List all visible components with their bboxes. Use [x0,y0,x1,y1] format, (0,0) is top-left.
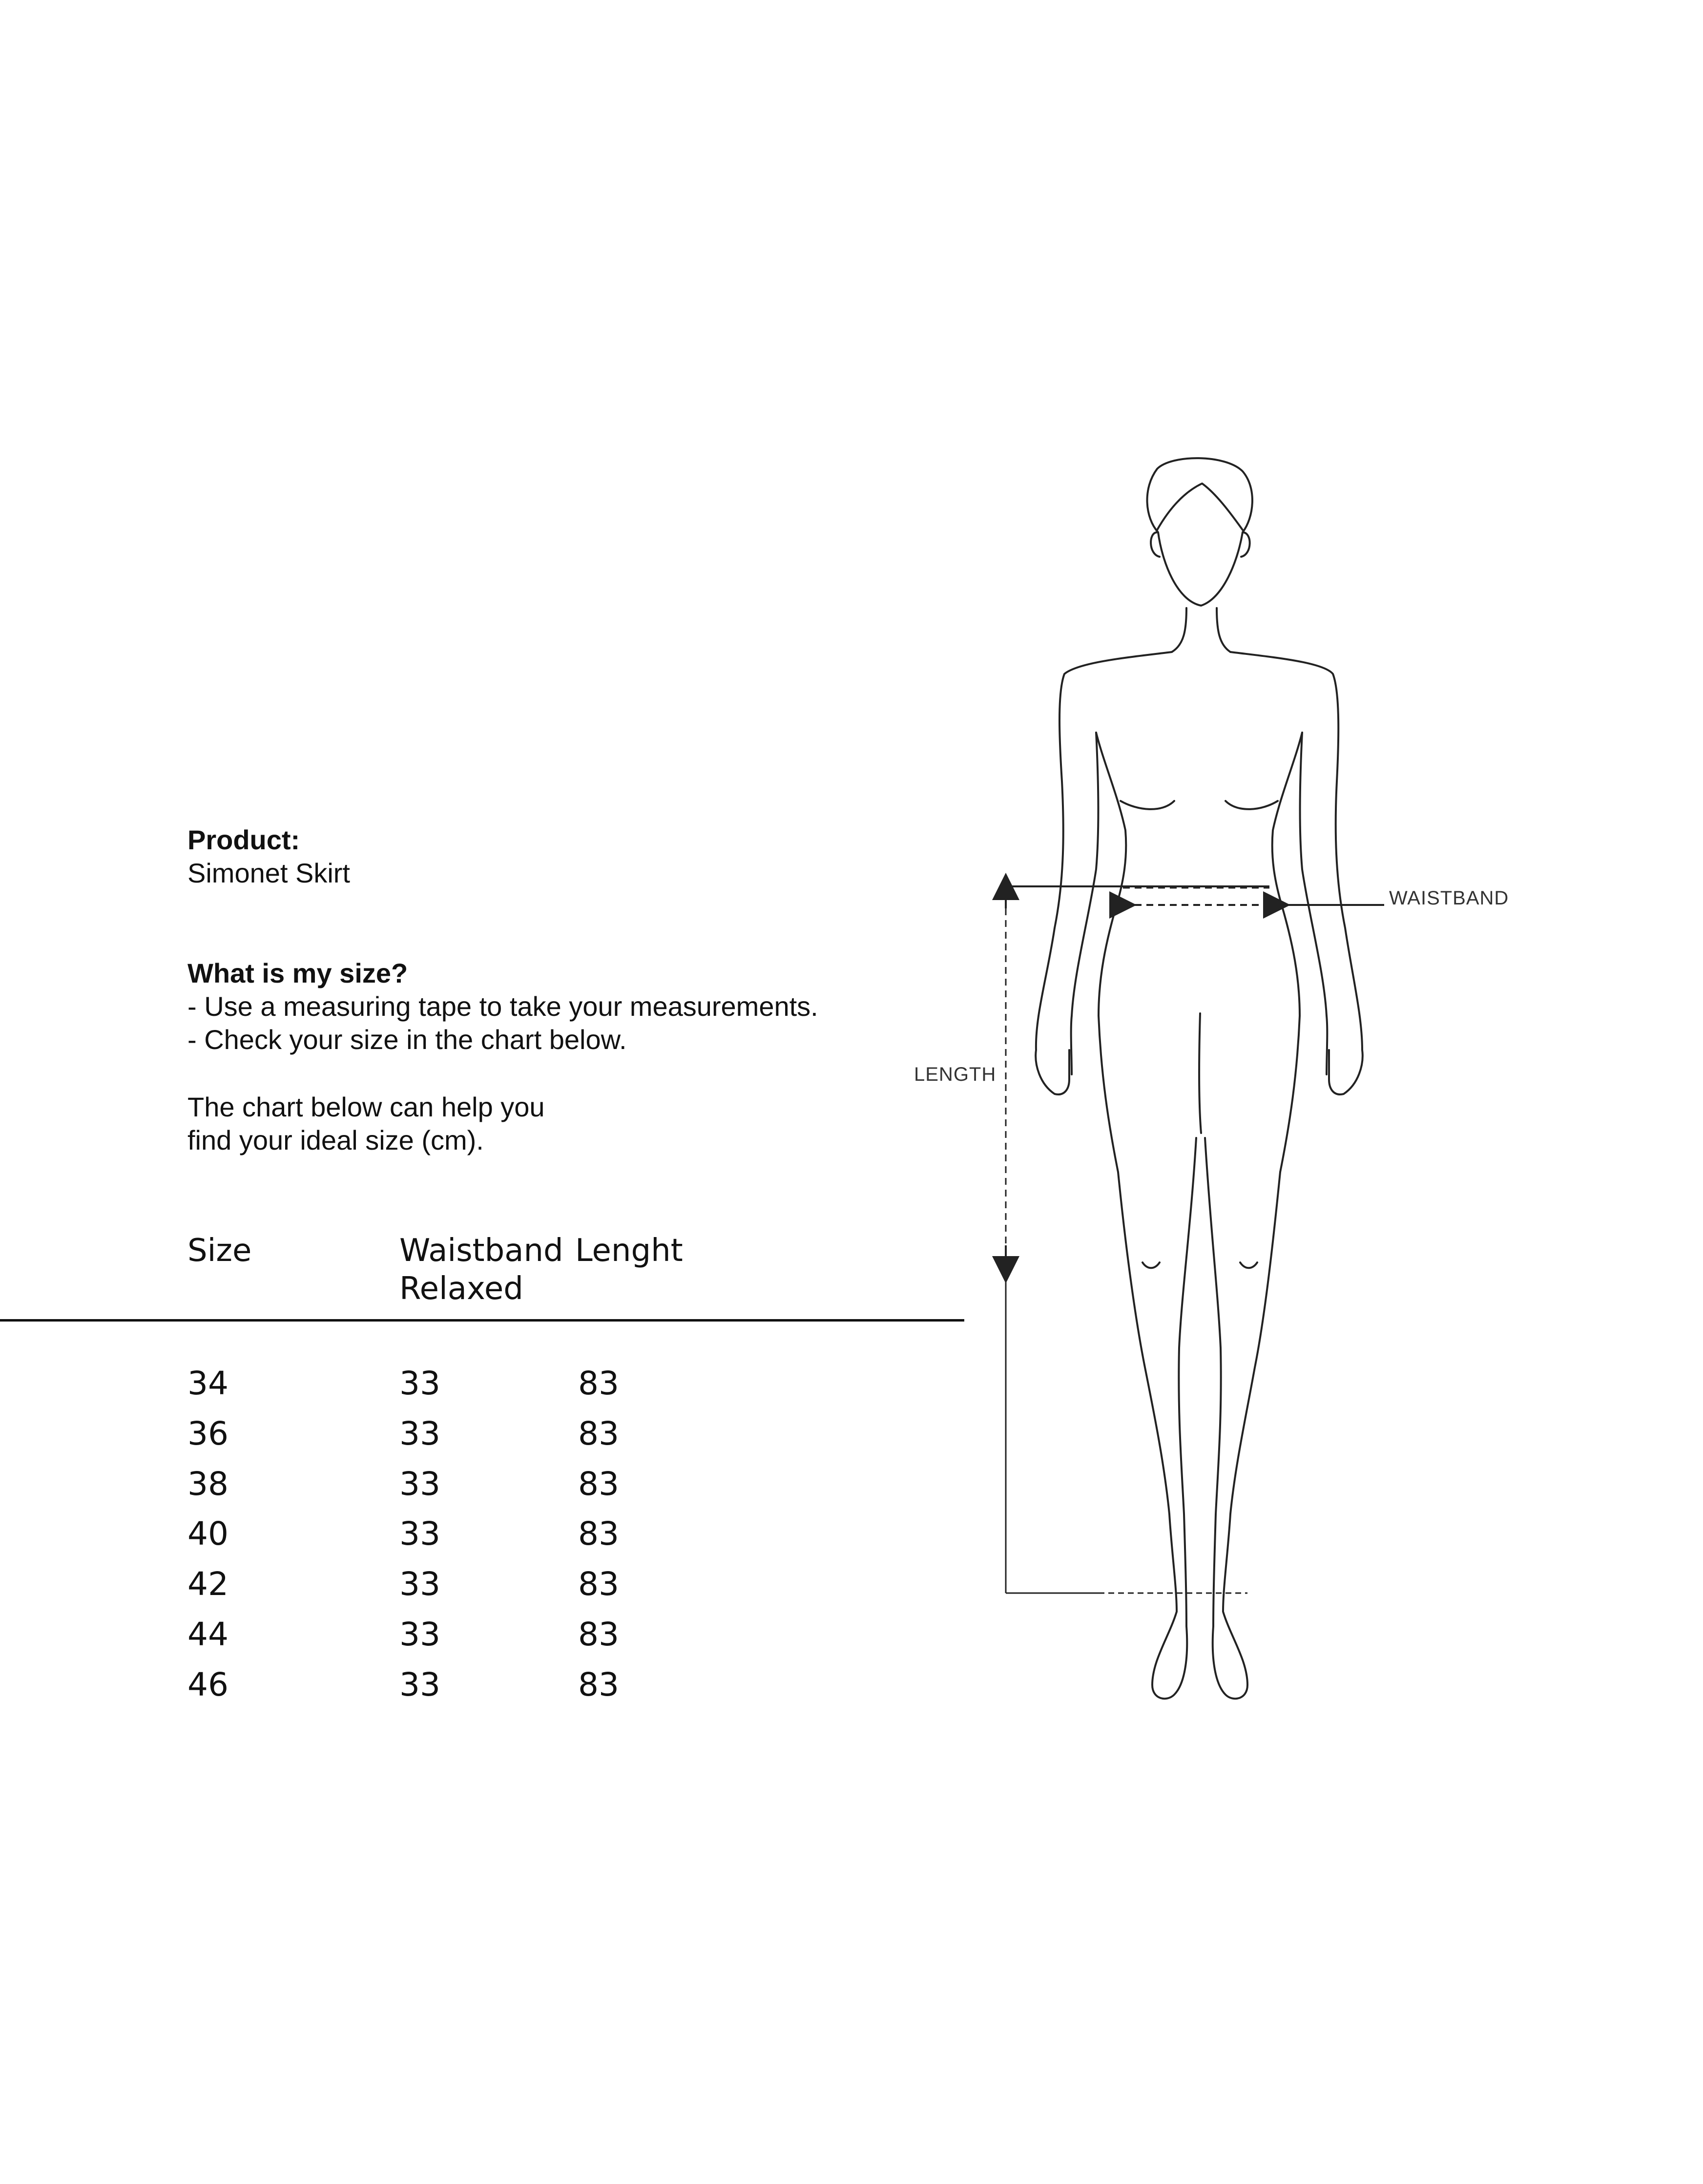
figure-neck-right [1217,608,1230,652]
cell-length: 83 [578,1365,619,1402]
waistband-label: WAISTBAND [1389,887,1509,909]
figure-right-inner-arm [1300,733,1327,1074]
cell-waistband: 33 [399,1616,440,1653]
size-help-step-1: - Use a measuring tape to take your measurements. [187,991,818,1022]
table-header-waistband: Waistband [399,1233,563,1269]
size-help-note-line-1: The chart below can help you [187,1092,545,1122]
length-label: LENGTH [914,1064,997,1085]
product-label: Product: [187,824,300,855]
cell-length: 83 [578,1616,619,1653]
cell-length: 83 [578,1565,619,1603]
body-measurement-figure [879,430,1538,1724]
figure-left-leg [1118,1172,1187,1699]
cell-length: 83 [578,1515,619,1553]
figure-neck-left [1172,608,1186,652]
cell-length: 83 [578,1666,619,1703]
cell-waistband: 33 [399,1365,440,1402]
cell-size: 42 [187,1565,228,1603]
cell-length: 83 [578,1465,619,1503]
size-help-heading: What is my size? [187,958,408,988]
cell-waistband: 33 [399,1565,440,1603]
figure-left-inner-leg [1179,1138,1196,1626]
cell-waistband: 33 [399,1465,440,1503]
figure-right-leg [1213,1172,1280,1699]
size-help-step-2: - Check your size in the chart below. [187,1024,627,1055]
table-header-size: Size [187,1233,252,1269]
figure-torso-left [1096,733,1126,1172]
cell-size: 46 [187,1666,228,1703]
cell-length: 83 [578,1415,619,1452]
figure-right-inner-leg [1205,1138,1221,1626]
figure-left-inner-arm [1071,733,1099,1074]
figure-left-knee [1142,1262,1160,1268]
table-row [187,1663,676,1707]
table-row [187,1462,676,1506]
figure-right-knee [1240,1262,1257,1268]
cell-size: 40 [187,1515,228,1553]
cell-size: 38 [187,1465,228,1503]
table-row [187,1412,676,1456]
product-name: Simonet Skirt [187,858,350,888]
cell-waistband: 33 [399,1415,440,1452]
cell-waistband: 33 [399,1515,440,1553]
figure-bust-right [1225,801,1278,809]
table-row [187,1512,676,1556]
size-help-note-line-2: find your ideal size (cm). [187,1125,484,1155]
figure-hair-outline [1157,483,1243,530]
cell-waistband: 33 [399,1666,440,1703]
figure-left-arm [1036,652,1172,1094]
cell-size: 34 [187,1365,228,1402]
figure-torso-right [1272,733,1302,1172]
figure-head-outline [1147,458,1252,606]
cell-size: 44 [187,1616,228,1653]
figure-bust-left [1121,801,1174,809]
table-header-divider [0,1319,964,1322]
figure-right-arm [1230,652,1363,1094]
table-header-waistband-relaxed: Relaxed [399,1271,523,1307]
figure-crotch [1199,1013,1201,1133]
table-row [187,1362,676,1406]
table-header-length: Lenght [575,1233,683,1269]
cell-size: 36 [187,1415,228,1452]
table-row [187,1562,676,1606]
table-row [187,1613,676,1657]
